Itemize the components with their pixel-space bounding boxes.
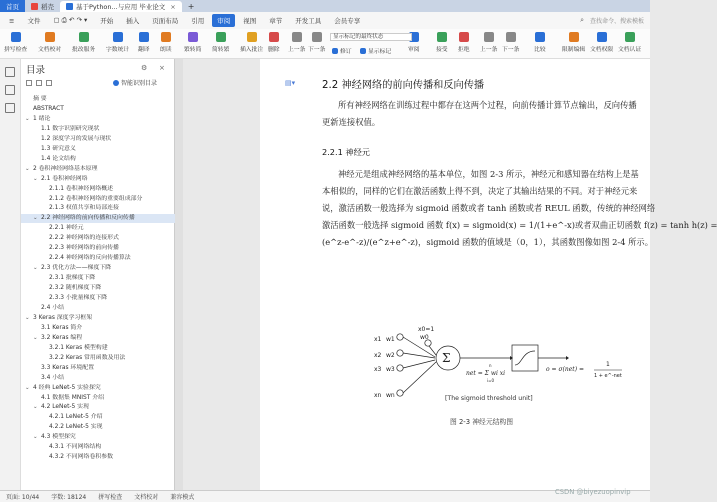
toc-item[interactable] bbox=[21, 433, 175, 442]
ribbon-button-label: 删除 bbox=[268, 47, 280, 53]
input-label: x3 bbox=[374, 366, 382, 373]
ribbon-button[interactable] bbox=[360, 46, 391, 55]
toc-item-label: 3.2.1 Keras 模型构建 bbox=[49, 344, 108, 351]
ribbon-button[interactable] bbox=[212, 32, 229, 53]
toc-item[interactable] bbox=[21, 145, 175, 154]
page-counter[interactable]: 页面: 10/44 bbox=[6, 494, 40, 501]
tab-document[interactable]: 基于Python...与应用 毕业论文 × bbox=[60, 1, 182, 12]
ribbon-button[interactable] bbox=[436, 32, 448, 53]
arrowhead bbox=[566, 356, 569, 360]
smart-toc-button[interactable]: 智能识别目录 bbox=[113, 78, 157, 87]
paragraph-line: 说，激活函数一般选择为 sigmoid 函数或者 tanh 函数或者 REUL 函数，传统的神经网络 bbox=[322, 203, 656, 213]
ribbon-button-label: 文档校对 bbox=[38, 47, 62, 53]
ribbon-button-label: 上一条 bbox=[288, 47, 306, 53]
toc-item-label: 2.3 优化方法——梯度下降 bbox=[41, 265, 112, 272]
fraction-numerator: 1 bbox=[606, 361, 610, 368]
search-panel-icon[interactable] bbox=[5, 103, 15, 113]
toc-item[interactable] bbox=[21, 364, 175, 373]
toc-item-label: 3.1 Keras 简介 bbox=[41, 324, 83, 331]
menu-review[interactable]: 审阅 bbox=[212, 14, 235, 27]
ribbon-button-label: 拒绝 bbox=[458, 47, 470, 53]
toc-item-label: 4.2 LeNet-5 实现 bbox=[41, 404, 89, 411]
input-label: xn bbox=[374, 392, 382, 399]
ribbon-button-icon bbox=[269, 32, 279, 42]
ribbon-button[interactable] bbox=[38, 32, 61, 53]
fraction-denominator: 1 + e^-net bbox=[594, 373, 622, 379]
ribbon-button-icon bbox=[332, 48, 338, 54]
chevron-down-icon[interactable]: ⌄ bbox=[33, 175, 38, 182]
toc-item-label: 2.3.1 批梯度下降 bbox=[49, 275, 96, 282]
toc-title: 目录 bbox=[26, 65, 46, 76]
weight-label: w2 bbox=[386, 352, 395, 359]
toc-item[interactable] bbox=[21, 264, 175, 273]
paragraph-line: 神经元是组成神经网络的基本单位，如图 2-3 所示，神经元和感知器在结构上是基 bbox=[338, 169, 639, 179]
ribbon-button[interactable] bbox=[240, 32, 263, 53]
toc-item-label: 2.1.1 卷积神经网络概述 bbox=[49, 185, 113, 192]
toc-item-label: 2.2.4 神经网络的反向传播算法 bbox=[49, 255, 131, 262]
new-tab-button[interactable] bbox=[182, 0, 201, 12]
chevron-down-icon[interactable]: ⌄ bbox=[25, 384, 30, 391]
docer-icon bbox=[31, 3, 38, 10]
toc-item[interactable] bbox=[21, 403, 175, 412]
spell-check-status[interactable]: 拼写检查 bbox=[98, 494, 123, 501]
toc-item[interactable] bbox=[21, 105, 175, 114]
toc-item[interactable] bbox=[21, 324, 175, 333]
net-formula: net = Σ wi xi bbox=[466, 370, 506, 377]
ribbon-button-label: 繁转简 bbox=[184, 47, 202, 53]
toc-item[interactable] bbox=[21, 95, 175, 104]
hamburger-icon[interactable]: ≡ bbox=[9, 16, 15, 25]
quick-access-icons[interactable]: ▢ ⎙ ↶ ↷ ▾ bbox=[53, 16, 88, 24]
ribbon-button-icon bbox=[216, 32, 226, 42]
toc-item-label: 3.4 小结 bbox=[41, 374, 65, 381]
weight-label: w3 bbox=[386, 366, 395, 373]
ribbon-button-label: 接受 bbox=[436, 47, 448, 53]
menu-view[interactable]: 视图 bbox=[243, 17, 257, 25]
menu-dev-tools[interactable]: 开发工具 bbox=[295, 17, 322, 25]
plus-icon: + bbox=[187, 1, 195, 11]
ribbon-button-label: 上一条 bbox=[480, 47, 498, 53]
toc-item-label: 摘 要 bbox=[33, 96, 47, 102]
ribbon-button-icon bbox=[139, 32, 149, 42]
chevron-down-icon[interactable]: ⌄ bbox=[33, 334, 38, 341]
tab-bar bbox=[0, 0, 650, 12]
toc-item[interactable] bbox=[21, 354, 175, 363]
toc-item-label: 2.1 卷积神经网络 bbox=[41, 175, 88, 182]
toc-item-label: 4 经典 LeNet-5 实验探究 bbox=[33, 384, 101, 391]
ribbon-button-icon bbox=[292, 32, 302, 42]
ribbon-button[interactable] bbox=[160, 32, 172, 53]
weight-label: wn bbox=[386, 392, 395, 399]
toc-item[interactable] bbox=[21, 125, 175, 134]
ribbon-toolbar bbox=[0, 29, 650, 59]
ribbon-button-label: 比较 bbox=[534, 47, 546, 53]
menu-member[interactable]: 会员专享 bbox=[334, 17, 361, 25]
toc-item-label: 2.1.2 卷积神经网络的重要组成部分 bbox=[49, 195, 143, 202]
ribbon-button[interactable] bbox=[618, 32, 641, 53]
toc-item-label: ABSTRACT bbox=[33, 105, 64, 112]
toc-item-label: 1.3 研究意义 bbox=[41, 145, 76, 152]
chevron-down-icon[interactable]: ⌄ bbox=[33, 215, 38, 222]
toc-item-label: 1.1 数字识别研究现状 bbox=[41, 125, 100, 132]
toc-item-label: 2.2.1 神经元 bbox=[49, 225, 84, 232]
toc-item-label: 1.2 深度学习的发展与现状 bbox=[41, 135, 112, 142]
vertical-ruler bbox=[175, 59, 183, 490]
toc-settings-icon[interactable]: ⚙ bbox=[141, 64, 148, 72]
toc-item-label: 1.4 论文结构 bbox=[41, 155, 76, 162]
document-page[interactable] bbox=[260, 59, 717, 490]
ribbon-button-label: 翻译 bbox=[138, 47, 150, 53]
toc-item[interactable] bbox=[21, 294, 175, 303]
toc-item-label: 3.2 Keras 编程 bbox=[41, 334, 83, 341]
ribbon-button-icon bbox=[597, 32, 607, 42]
toc-item[interactable] bbox=[21, 413, 175, 422]
toc-item[interactable] bbox=[21, 115, 175, 124]
ribbon-button-label: 下一条 bbox=[308, 47, 326, 53]
toc-level-icon[interactable] bbox=[46, 80, 52, 86]
ribbon-button[interactable] bbox=[332, 46, 352, 55]
toc-item[interactable] bbox=[21, 214, 175, 223]
ribbon-button[interactable] bbox=[268, 32, 280, 53]
toc-item-label: 4.1 数据集 MNIST 介绍 bbox=[41, 394, 105, 401]
toc-item[interactable] bbox=[21, 384, 175, 393]
ribbon-button-label: 简转繁 bbox=[212, 47, 230, 53]
toc-item-label: 3.2.2 Keras 常用函数及用法 bbox=[49, 354, 126, 361]
bookmark-icon[interactable] bbox=[5, 85, 15, 95]
ribbon-button-label: 拼写检查 bbox=[4, 47, 28, 53]
ribbon-button[interactable] bbox=[562, 32, 585, 53]
page-gutter bbox=[183, 59, 260, 490]
ribbon-button-icon bbox=[45, 32, 55, 42]
toc-item[interactable] bbox=[21, 423, 175, 432]
chevron-down-icon[interactable]: ⌄ bbox=[25, 314, 30, 321]
toc-item[interactable] bbox=[21, 314, 175, 323]
toc-item-label: 2.2.2 神经网络的连接形式 bbox=[49, 235, 119, 242]
ribbon-button-icon bbox=[625, 32, 635, 42]
chevron-down-icon[interactable]: ⌄ bbox=[33, 434, 38, 441]
toc-item[interactable] bbox=[21, 394, 175, 403]
ribbon-button[interactable] bbox=[4, 32, 27, 53]
toc-item[interactable] bbox=[21, 135, 175, 144]
ribbon-button[interactable] bbox=[458, 32, 470, 53]
tab-docer[interactable]: 稻壳 bbox=[25, 0, 60, 12]
ribbon-button-label: 显示标记 bbox=[368, 49, 392, 55]
ribbon-button[interactable] bbox=[502, 32, 519, 53]
paragraph-line: 激活函数一般选择 sigmoid 函数 f(x) = sigmoid(x) = 1/(1+e^-x)或者双曲正切函数 f(z) = tanh h(z) = bbox=[322, 220, 717, 230]
ribbon-button-label: 文档权限 bbox=[590, 47, 614, 53]
ribbon-button-icon bbox=[360, 48, 366, 54]
toc-item-label: 4.3 模型探究 bbox=[41, 434, 76, 441]
ribbon-button-icon bbox=[506, 32, 516, 42]
word-doc-icon bbox=[66, 3, 73, 10]
toc-item-label: 3.3 Keras 环境配置 bbox=[41, 364, 94, 371]
ribbon-button-icon bbox=[113, 32, 123, 42]
paragraph-line: 更新连接权值。 bbox=[322, 117, 381, 127]
toc-item[interactable] bbox=[21, 334, 175, 343]
toc-item[interactable] bbox=[21, 344, 175, 353]
ribbon-button[interactable] bbox=[590, 32, 613, 53]
toc-expand-icon[interactable] bbox=[26, 80, 32, 86]
input-label: x1 bbox=[374, 336, 382, 343]
ribbon-button-icon bbox=[569, 32, 579, 42]
weight-label: w1 bbox=[386, 336, 395, 343]
ribbon-button-label: 文档认证 bbox=[618, 47, 642, 53]
ribbon-button-icon bbox=[459, 32, 469, 42]
ribbon-button-label: 字数统计 bbox=[106, 47, 130, 53]
markup-display-select[interactable]: 显示标记的最终状态 bbox=[330, 33, 412, 41]
figure-caption: 图 2-3 神经元结构图 bbox=[450, 418, 514, 426]
menu-bar bbox=[0, 12, 650, 29]
smart-toc-icon bbox=[113, 80, 119, 86]
chevron-down-icon[interactable]: ⌄ bbox=[33, 265, 38, 272]
toc-item[interactable] bbox=[21, 204, 175, 213]
bias-weight-label: w0 bbox=[420, 334, 429, 341]
paragraph-line: (e^z-e^-z)/(e^z+e^-z)，sigmoid 函数的值域是（0，1），其函数图像如图 2-4 所示。 bbox=[322, 237, 654, 247]
toc-item[interactable] bbox=[21, 175, 175, 184]
ribbon-button[interactable] bbox=[138, 32, 150, 53]
toc-item[interactable] bbox=[21, 165, 175, 174]
toc-item[interactable] bbox=[21, 254, 175, 263]
toc-item[interactable] bbox=[21, 224, 175, 233]
ribbon-button-label: 修订 bbox=[340, 49, 352, 55]
toc-item-label: 3 Keras 深度学习框架 bbox=[33, 314, 93, 321]
toc-item-label: 2 卷积神经网络基本原理 bbox=[33, 165, 98, 172]
close-tab-icon[interactable]: × bbox=[170, 2, 176, 11]
toc-item[interactable] bbox=[21, 453, 175, 462]
menu-start[interactable]: 开始 bbox=[100, 17, 114, 25]
toc-item[interactable] bbox=[21, 185, 175, 194]
ribbon-button-icon bbox=[437, 32, 447, 42]
input-label: x2 bbox=[374, 352, 382, 359]
toc-item-label: 2.3.2 随机梯度下降 bbox=[49, 285, 102, 292]
ribbon-button[interactable] bbox=[288, 32, 305, 53]
ribbon-button-icon bbox=[188, 32, 198, 42]
summation-symbol: Σ bbox=[442, 351, 451, 365]
search-input[interactable]: 查找命令、搜索模板 bbox=[589, 18, 644, 25]
status-bar bbox=[0, 490, 650, 502]
net-formula-lower: i=0 bbox=[487, 378, 495, 383]
menu-insert[interactable]: 插入 bbox=[126, 17, 140, 25]
toc-item-label: 4.2.2 LeNet-5 实现 bbox=[49, 424, 103, 431]
search-area bbox=[580, 16, 644, 25]
toc-item-label: 1 绪论 bbox=[33, 115, 51, 122]
toc-item-label: 4.3.2 不同网络卷积参数 bbox=[49, 454, 113, 461]
toc-item[interactable] bbox=[21, 195, 175, 204]
toc-item[interactable] bbox=[21, 374, 175, 383]
toc-item[interactable] bbox=[21, 155, 175, 164]
toc-item[interactable] bbox=[21, 284, 175, 293]
subsection-heading: 2.2.1 神经元 bbox=[322, 147, 370, 157]
search-icon: ⌕ bbox=[580, 16, 584, 24]
toc-item-label: 2.3.3 小批量梯度下降 bbox=[49, 295, 108, 301]
menu-references[interactable]: 引用 bbox=[191, 17, 205, 25]
output-formula: o = σ(net) = bbox=[546, 366, 584, 373]
chevron-down-icon[interactable]: ⌄ bbox=[25, 115, 30, 122]
ribbon-button-icon bbox=[247, 32, 257, 42]
toc-item-label: 2.2 神经网络的前向传播和反向传播 bbox=[41, 215, 135, 222]
ribbon-button[interactable] bbox=[480, 32, 497, 53]
ribbon-button-label: 审阅 bbox=[408, 47, 420, 53]
toc-item-label: 2.1.3 权值共享和局部连接 bbox=[49, 205, 119, 212]
toc-item[interactable] bbox=[21, 443, 175, 452]
ribbon-button[interactable] bbox=[534, 32, 546, 53]
toc-item[interactable] bbox=[21, 304, 175, 313]
ribbon-button[interactable] bbox=[72, 32, 95, 53]
menu-layout[interactable]: 页面布局 bbox=[152, 17, 179, 25]
paragraph-line: 本相似的，同样的它们在激活函数上得不到，决定了其输出结果的不同。对于神经元来 bbox=[322, 186, 638, 196]
figure-label: [The sigmoid threshold unit] bbox=[445, 395, 533, 402]
tab-home[interactable]: 首页 bbox=[0, 0, 25, 12]
toc-item-label: 2.4 小结 bbox=[41, 304, 65, 311]
toc-item-label: 4.2.1 LeNet-5 介绍 bbox=[49, 414, 103, 421]
toc-item[interactable] bbox=[21, 234, 175, 243]
ribbon-button-icon bbox=[312, 32, 322, 42]
menu-file[interactable]: 文件 bbox=[27, 17, 41, 25]
ribbon-button[interactable] bbox=[184, 32, 201, 53]
proofread-status[interactable]: 文档校对 bbox=[134, 494, 159, 501]
ribbon-button-icon bbox=[535, 32, 545, 42]
menu-chapter[interactable]: 章节 bbox=[269, 17, 283, 25]
net-formula-upper: n bbox=[489, 363, 492, 368]
toc-item-label: 4.3.1 不同网络结构 bbox=[49, 444, 102, 451]
ribbon-button-icon bbox=[79, 32, 89, 42]
compat-mode: 兼容模式 bbox=[170, 494, 195, 501]
watermark: CSDN @biyezuopinvip bbox=[555, 488, 631, 496]
paragraph-line: 所有神经网络在训练过程中都存在这两个过程，向前传播计算节点输出，反向传播 bbox=[338, 100, 637, 110]
bias-label: x0=1 bbox=[418, 326, 435, 333]
ribbon-button-label: 下一条 bbox=[502, 47, 520, 53]
ribbon-button-icon bbox=[484, 32, 494, 42]
ribbon-button-label: 朗读 bbox=[160, 47, 172, 53]
toc-close-icon[interactable]: × bbox=[159, 64, 165, 72]
toc-panel bbox=[21, 59, 175, 490]
ribbon-button-label: 限制编辑 bbox=[562, 47, 586, 53]
paragraph-marker-icon[interactable]: ▤▾ bbox=[285, 79, 296, 87]
toc-item[interactable] bbox=[21, 274, 175, 283]
chevron-down-icon[interactable]: ⌄ bbox=[33, 404, 38, 411]
toc-panel-icon[interactable] bbox=[5, 67, 15, 77]
word-count[interactable]: 字数: 18124 bbox=[51, 494, 87, 501]
ribbon-button[interactable] bbox=[106, 32, 129, 53]
toc-item[interactable] bbox=[21, 244, 175, 253]
toc-collapse-icon[interactable] bbox=[36, 80, 42, 86]
ribbon-button-label: 插入批注 bbox=[240, 47, 264, 53]
navigation-strip bbox=[0, 59, 21, 490]
ribbon-button-icon bbox=[161, 32, 171, 42]
ribbon-button-icon bbox=[11, 32, 21, 42]
arrowhead bbox=[510, 356, 513, 360]
chevron-down-icon[interactable]: ⌄ bbox=[25, 165, 30, 172]
toc-item-label: 2.2.3 神经网络的前向传播 bbox=[49, 245, 119, 252]
ribbon-button[interactable] bbox=[308, 32, 325, 53]
ribbon-button-label: 批改服务 bbox=[72, 47, 96, 53]
section-heading: 2.2 神经网络的前向传播和反向传播 bbox=[322, 80, 485, 91]
